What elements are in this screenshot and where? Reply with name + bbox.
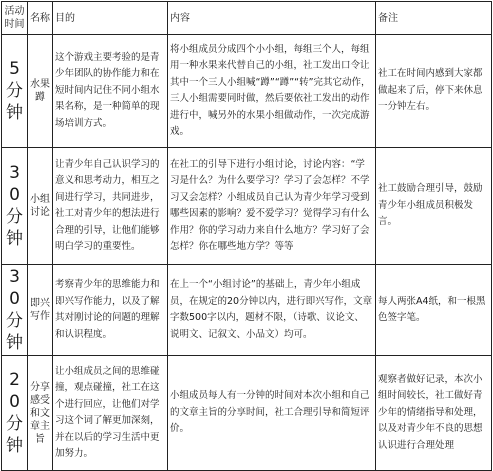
note-cell: 每人两张A4纸，和一根黑色签字笔。 <box>376 265 492 356</box>
header-time: 活动时间 <box>2 2 28 35</box>
time-cell: 30分钟 <box>2 148 28 265</box>
goal-cell: 让小组成员之间的思维碰撞，观点碰撞，社工在这个进行回应，让他们对学习这个词了解更加深刻，并在以后的学习生活中更加努力。 <box>53 356 168 471</box>
content-cell: 在社工的引导下进行小组讨论，讨论内容：“学习是什么？为什么要学习？学习了会怎样？不学习又会怎样？小组成员自己认为青少年学习受到哪些因素的影响？爱不爱学习？觉得学习有什么作用？你的学习动力来自什么地方？学习好了会怎样？你在哪些地方学？等等 <box>168 148 376 265</box>
note-cell: 社工鼓励合理引导，鼓励青少年小组成员积极发言。 <box>376 148 492 265</box>
table-row <box>2 265 492 356</box>
header-goal: 目的 <box>53 2 168 35</box>
table-row <box>2 356 492 471</box>
name-cell: 水果蹲 <box>28 35 53 148</box>
header-name: 名称 <box>28 2 53 35</box>
time-cell: 30分钟 <box>2 265 28 356</box>
goal-cell: 考察青少年的思维能力和即兴写作能力，以及了解其对刚讨论的问题的理解和认识程度。 <box>53 265 168 356</box>
content-cell: 将小组成员分成四个小小组，每组三个人，每组用一种水果来代替自己的小组，社工发出口令让其中一个三人小组喊“蹲”“蹲”“转”完其它动作，三人小组需要同时做，然后要依社工发出的动作进行中，喊另外的水果小组做动作，一次完成游戏。 <box>168 35 376 148</box>
note-cell: 观察者做好记录，本次小组时间较长，社工做好青少年的情绪指导和处理，以及对青少年不良的思想认识进行合理处理 <box>376 356 492 471</box>
name-cell: 即兴写作 <box>28 265 53 356</box>
header-note: 备注 <box>376 2 492 35</box>
content-cell: 小组成员每人有一分钟的时间对本次小组和自己的文章主旨的分享时间，社工合理引导和简短评价。 <box>168 356 376 471</box>
name-cell: 分享感受和文章主旨 <box>28 356 53 471</box>
time-cell: 20分钟 <box>2 356 28 471</box>
goal-cell: 让青少年自己认识学习的意义和思考动力，相互之间进行学习，共同进步，社工对青少年的想法进行合理的引导，让他们能够明白学习的重要性。 <box>53 148 168 265</box>
content-cell: 在上一个“小组讨论”的基础上，青少年小组成员，在规定的20分钟以内，进行即兴写作，文章字数500字以内，题材不限，（诗歌、议论文、说明文、记叙文、小品文）均可。 <box>168 265 376 356</box>
activity-table <box>1 1 492 471</box>
name-cell: 小组讨论 <box>28 148 53 265</box>
goal-cell: 这个游戏主要考验的是青少年团队的协作能力和在短时间内记住不同小组水果名称，是一种简单的现场培训方式。 <box>53 35 168 148</box>
header-content: 内容 <box>168 2 376 35</box>
header-row <box>2 2 492 35</box>
note-cell: 社工在时间内感到大家都做起来了后，停下来休息一分钟左右。 <box>376 35 492 148</box>
table-row <box>2 35 492 148</box>
time-cell: 5分钟 <box>2 35 28 148</box>
table-row <box>2 148 492 265</box>
